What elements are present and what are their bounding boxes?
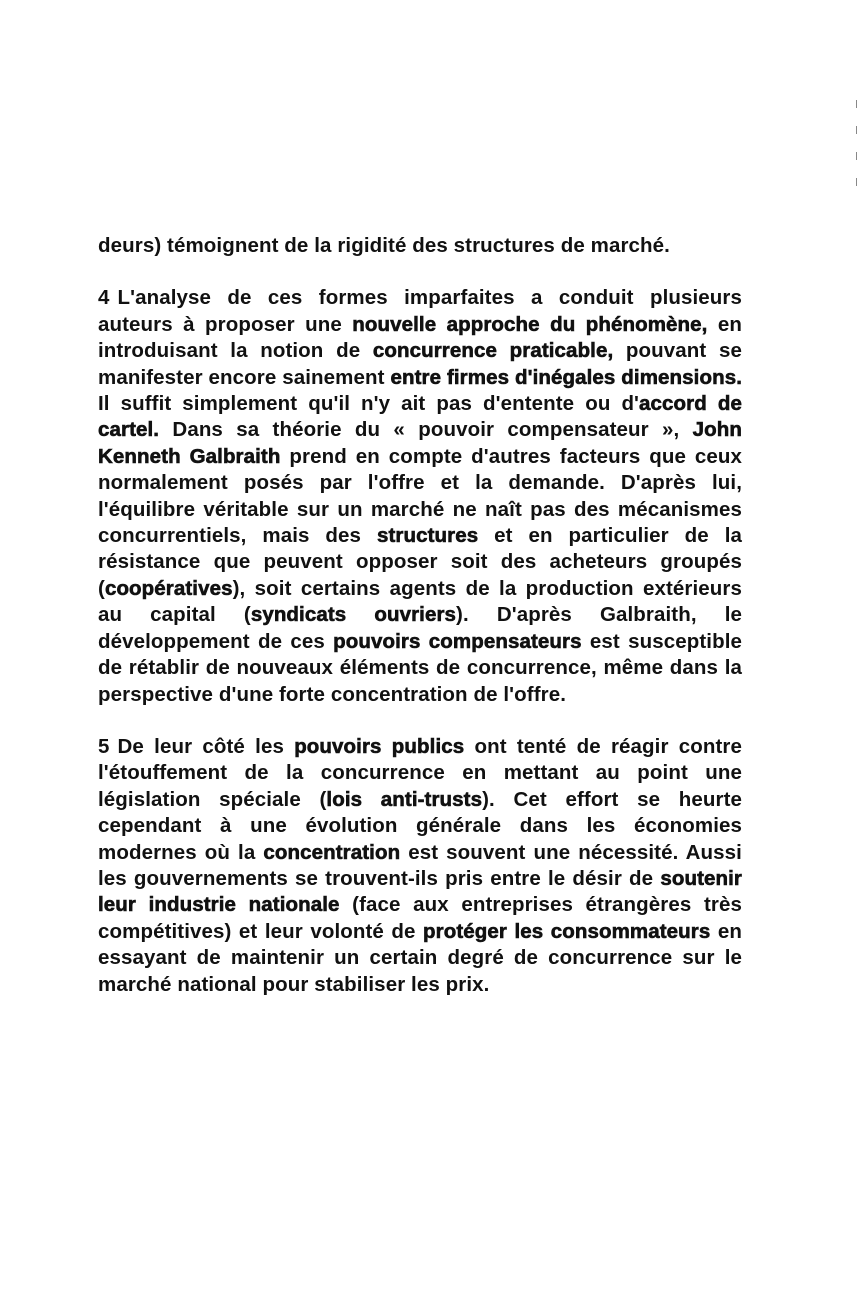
page-text: [98, 233, 742, 998]
paragraph-4: [98, 285, 742, 708]
emphasized-term: lois anti-trusts: [326, 787, 483, 811]
emphasized-term: entre firmes d'inégales dimensions.: [390, 365, 742, 389]
text-run: Dans sa théorie du « pouvoir compensateur »,: [159, 418, 693, 442]
emphasized-term: John Kenneth Galbraith: [98, 418, 742, 468]
text-run: ont tenté de réagir contre l'étouffement de la concurrence en mettant au point une législation spéciale (: [98, 734, 742, 811]
text-run: Il suffit simplement qu'il n'y ait pas d'entente ou d': [98, 392, 640, 416]
text-run: De leur côté les: [117, 734, 295, 758]
emphasized-term: accord de cartel.: [98, 392, 742, 442]
margin-marks: [856, 100, 858, 230]
text-run: ). D'après Galbraith, le développement de ces: [98, 603, 742, 653]
paragraph-5: [98, 734, 742, 998]
text-run: (face aux entreprises étrangères très compétitives) et leur volonté de: [98, 893, 742, 943]
text-run: en essayant de maintenir un certain degré de concurrence sur le marché national pour stabiliser les prix.: [98, 919, 742, 996]
paragraph-number: 5: [98, 734, 110, 758]
continuation-paragraph: deurs) témoignent de la rigidité des structures de marché.: [98, 234, 670, 257]
emphasized-term: soutenir leur industrie nationale: [98, 866, 742, 917]
paragraph-number: 4: [98, 286, 110, 310]
paragraph-4-body: [98, 286, 742, 705]
emphasized-term: protéger les consommateurs: [423, 919, 711, 943]
text-run: est susceptible de rétablir de nouveaux éléments de concurrence, même dans la perspective d'une forte concentration de l'offre.: [98, 629, 742, 706]
text-run: L'analyse de ces formes imparfaites a conduit plusieurs auteurs à proposer une: [98, 286, 742, 336]
emphasized-term: nouvelle approche du phénomène,: [352, 312, 708, 336]
text-run: en introduisant la notion de: [98, 312, 742, 363]
text-run: ), soit certains agents de la production extérieurs au capital (: [98, 576, 742, 627]
text-run: et en particulier de la résistance que peuvent opposer soit des acheteurs groupés (: [98, 524, 742, 600]
emphasized-term: pouvoirs compensateurs: [333, 629, 582, 653]
text-run: pouvant se manifester encore sainement: [98, 339, 742, 389]
emphasized-term: coopératives: [104, 576, 233, 600]
emphasized-term: pouvoirs publics: [294, 734, 465, 758]
emphasized-term: concentration: [263, 840, 401, 864]
text-run: est souvent une nécessité. Aussi les gouvernements se trouvent-ils pris entre le désir de: [98, 840, 742, 890]
text-run: prend en compte d'autres facteurs que ceux normalement posés par l'offre et la demande. D'après lui, l'équilibre véritable sur un marché ne naît pas des mécanismes concurrentiels, mais des: [98, 444, 743, 548]
emphasized-term: structures: [376, 524, 479, 548]
paragraph-5-body: [98, 735, 742, 996]
text-run: ). Cet effort se heurte cependant à une évolution générale dans les économies modernes où la: [98, 787, 742, 864]
emphasized-term: syndicats ouvriers: [250, 603, 457, 627]
emphasized-term: concurrence praticable,: [372, 339, 614, 363]
